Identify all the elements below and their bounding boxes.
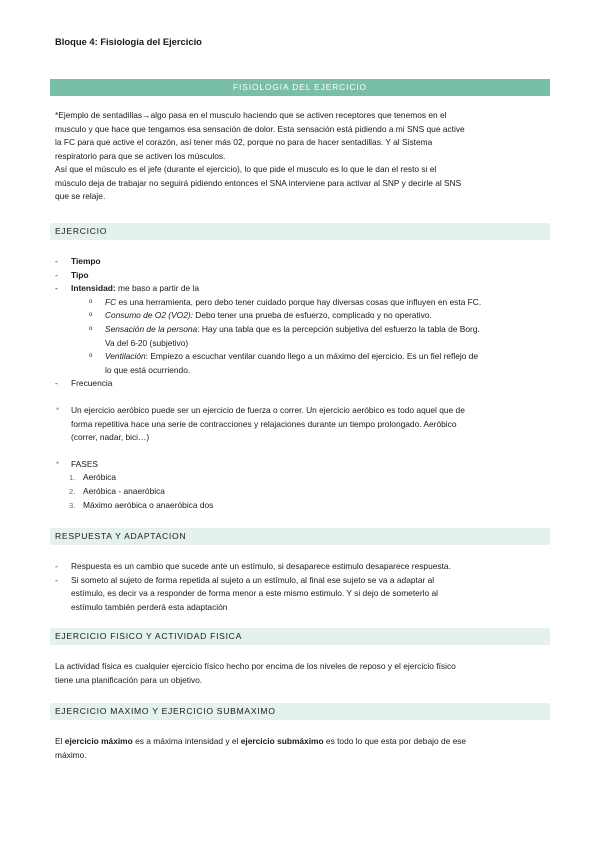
- respuesta-text: Si someto al sujeto de forma repetida al sujeto a un estímulo, al final ese sujeto se va a adaptar al: [71, 574, 435, 585]
- vo2-text: Debo tener una prueba de esfuerzo, complicado y no operativo.: [192, 310, 432, 321]
- respuesta-list: [55, 560, 545, 614]
- arrow-icon: →: [142, 110, 151, 120]
- sub-list-continuation: [55, 337, 545, 351]
- bullet-continuation: [55, 418, 545, 432]
- aerobico-text: forma repetitiva hace una serie de contracciones y relajaciones durante un tiempo prolongado. Aeróbico: [71, 418, 457, 429]
- intro-text: *Ejemplo de sentadillas: [55, 110, 143, 120]
- bullet-continuation: [55, 431, 545, 445]
- ventilacion-label: Ventilación: [105, 351, 146, 362]
- respuesta-text: estímulo, es decir va a responder de forma menor a este mismo estimulo. Y si dejo de someterlo al: [71, 588, 438, 599]
- list-item: [55, 269, 545, 283]
- respuesta-text: estímulo también perderá esta adaptación: [71, 601, 228, 612]
- item-tiempo: Tiempo: [71, 256, 101, 266]
- vo2-label: Consumo de O2 (VO2):: [105, 310, 193, 321]
- numbered-item: [55, 471, 545, 485]
- fase-label: Aeróbica: [83, 472, 117, 483]
- circle-bullet-icon: o: [89, 325, 93, 332]
- list-item: [55, 255, 545, 269]
- section-respuesta-heading: RESPUESTA Y ADAPTACION: [50, 528, 550, 545]
- list-item-continuation: [55, 601, 545, 615]
- numbered-item: [55, 485, 545, 499]
- circle-bullet-icon: o: [89, 298, 93, 305]
- bullet-item: [55, 458, 545, 472]
- maximo-paragraph: [55, 735, 545, 762]
- item-frecuencia: Frecuencia: [71, 378, 113, 389]
- dash-marker: -: [55, 561, 58, 571]
- intro-text: Así que el músculo es el jefe (durante el ejercicio), lo que pide el musculo es lo que le dan el resto si el: [55, 164, 437, 174]
- sub-list-item: [55, 350, 545, 364]
- respuesta-text: Respuesta es un cambio que sucede ante un estímulo, si desaparece estimulo desaparece respuesta.: [71, 561, 451, 571]
- list-item: [55, 574, 545, 588]
- numbered-item: [55, 499, 545, 513]
- page-header: Bloque 4: Fisiología del Ejercicio: [55, 36, 202, 47]
- intro-paragraph: [55, 109, 545, 204]
- bullet-icon: •: [56, 457, 60, 468]
- aerobico-text: Un ejercicio aeróbico puede ser un ejercicio de fuerza o correr. Un ejercicio aeróbico es todo aquel que de: [71, 404, 465, 415]
- intro-text: la FC para que active el corazón, así tener más 02, porque no para de hacer sentadillas. Y al Sistema: [55, 137, 433, 147]
- fase-label: Aeróbica - anaeróbica: [83, 485, 165, 496]
- fisico-text: tiene una planificación para un objetivo.: [55, 674, 203, 685]
- fc-label: FC: [105, 296, 117, 307]
- circle-bullet-icon: o: [89, 312, 93, 319]
- sub-list-item: [55, 323, 545, 337]
- list-item: [55, 282, 545, 296]
- main-section-banner: FISIOLOGIA DEL EJERCICIO: [50, 79, 550, 96]
- sub-list-item: [55, 296, 545, 310]
- sub-list-continuation: [55, 364, 545, 378]
- maximo-term: ejercicio máximo: [64, 736, 133, 746]
- sensacion-text-2: Va del 6-20 (subjetivo): [105, 337, 189, 348]
- sensacion-text: : Hay una tabla que es la percepción subjetiva del esfuerzo la tabla de Borg.: [197, 323, 480, 334]
- ejercicio-list: [55, 255, 545, 512]
- dash-marker: -: [55, 256, 58, 266]
- intro-text: algo pasa en el musculo haciendo que se activen receptores que tenemos en el: [150, 110, 447, 120]
- ventilacion-text: : Empiezo a escuchar ventilar cuando llego a un máximo del ejercicio. Es un fiel reflejo de: [145, 351, 479, 362]
- aerobico-text: (correr, nadar, bici…): [71, 432, 150, 443]
- intro-text: que se relaje.: [55, 191, 106, 201]
- item-number: 1.: [69, 473, 76, 483]
- dash-marker: -: [55, 283, 58, 294]
- section-ejercicio-heading: EJERCICIO: [50, 223, 550, 240]
- fase-label: Máximo aeróbica o anaeróbica dos: [83, 499, 214, 510]
- maximo-text: es todo lo que esta por debajo de ese: [323, 736, 467, 746]
- fc-text: es una herramienta, pero debo tener cuidado porque hay diversas cosas que influyen en esta FC.: [116, 296, 482, 307]
- intro-text: musculo y que hace que tengamos esa sensación de dolor. Esta sensación está pidiendo a mi SNS que active: [55, 123, 465, 134]
- dash-marker: -: [55, 574, 58, 585]
- fisico-paragraph: [55, 660, 545, 687]
- sub-list-item: [55, 309, 545, 323]
- item-intensidad-label: Intensidad:: [71, 283, 116, 294]
- fisico-text: La actividad física es cualquier ejercicio físico hecho por encima de los niveles de reposo y el ejercicio físico: [55, 661, 456, 671]
- section-fisico-heading: EJERCICIO FISICO Y ACTIVIDAD FISICA: [50, 628, 550, 645]
- bullet-icon: •: [56, 403, 60, 414]
- bullet-item: [55, 404, 545, 418]
- fases-label: FASES: [71, 458, 98, 469]
- intro-text: respiratorio para que se activen los músculos.: [55, 150, 226, 161]
- sensacion-label: Sensación de la persona: [105, 323, 198, 334]
- intro-text: músculo deja de trabajar no seguirá pidiendo entonces el SNA interviene para activar al SNP y decirle al SNS: [55, 177, 462, 188]
- dash-marker: -: [55, 269, 58, 280]
- item-number: 3.: [69, 500, 76, 510]
- item-intensidad-text: me baso a partir de la: [115, 283, 200, 294]
- maximo-text: es a máxima intensidad y el: [132, 736, 241, 746]
- submaximo-term: ejercicio submáximo: [240, 736, 324, 746]
- list-item: [55, 560, 545, 574]
- item-number: 2.: [69, 486, 76, 496]
- item-tipo: Tipo: [71, 269, 89, 280]
- maximo-text: El: [55, 736, 65, 746]
- ventilacion-text-2: lo que está ocurriendo.: [105, 364, 191, 375]
- dash-marker: -: [55, 378, 58, 389]
- circle-bullet-icon: o: [89, 353, 93, 360]
- list-item-continuation: [55, 587, 545, 601]
- list-item: [55, 377, 545, 391]
- maximo-text: máximo.: [55, 749, 87, 760]
- section-maximo-heading: EJERCICIO MAXIMO Y EJERCICIO SUBMAXIMO: [50, 703, 550, 720]
